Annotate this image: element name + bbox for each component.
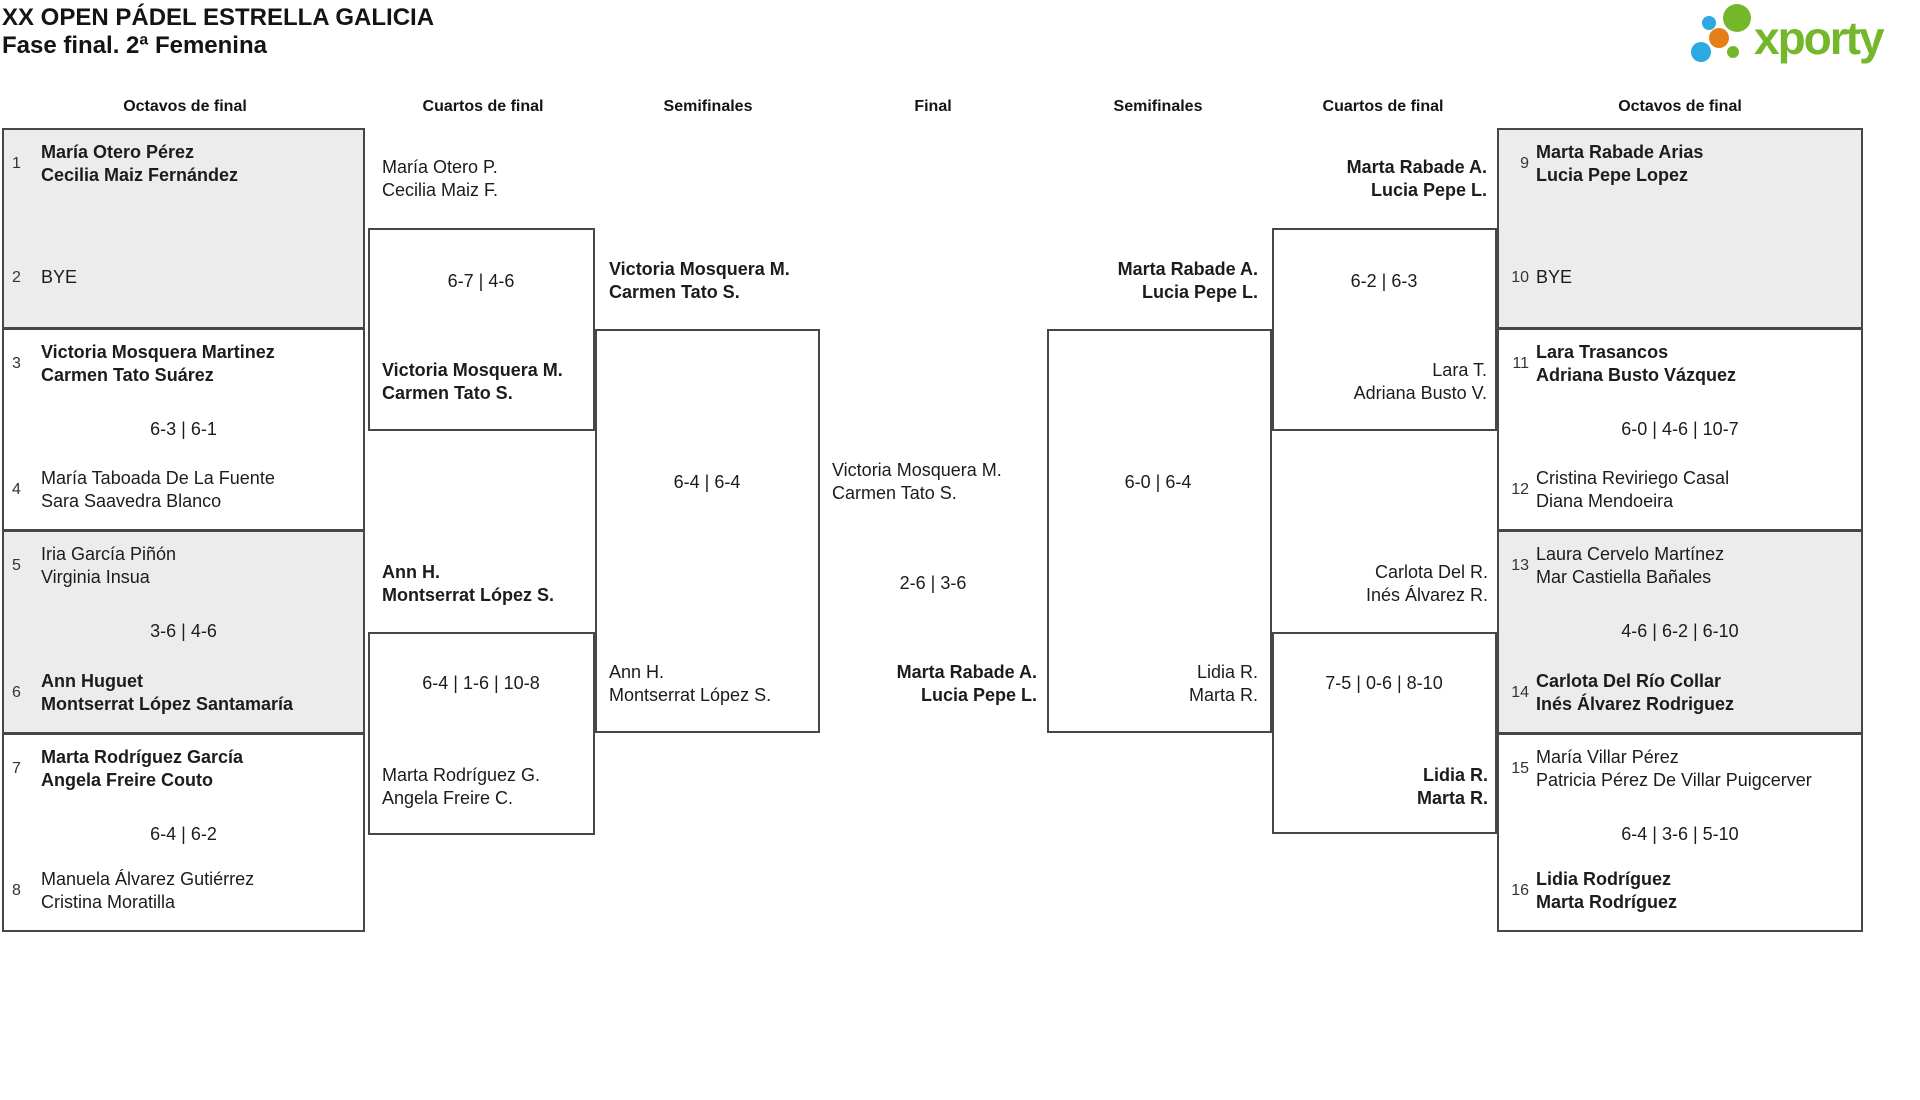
team-names bbox=[382, 764, 540, 810]
player-name: Lidia R. bbox=[1196, 662, 1258, 682]
bracket-entry bbox=[12, 266, 357, 289]
match-box-octavos-9-10 bbox=[1497, 128, 1863, 329]
bracket-entry bbox=[1507, 746, 1855, 792]
player-name: Marta Rabade A. bbox=[1346, 157, 1487, 177]
bracket-entry bbox=[12, 543, 357, 589]
player-name: Cristina Moratilla bbox=[41, 892, 176, 912]
page-title: XX OPEN PÁDEL ESTRELLA GALICIA bbox=[2, 4, 435, 31]
player-name: Carmen Tato S. bbox=[609, 282, 740, 302]
team-names bbox=[1536, 266, 1572, 289]
player-name: Marta Rodríguez bbox=[1536, 892, 1678, 912]
logo-dot-blue-small bbox=[1702, 16, 1716, 30]
bracket-entry bbox=[12, 868, 357, 914]
player-name: BYE bbox=[1536, 267, 1573, 287]
player-name: Lucia Pepe Lopez bbox=[1536, 165, 1689, 185]
team-names bbox=[382, 561, 554, 607]
match-score: 6-0 | 4-6 | 10-7 bbox=[1621, 419, 1739, 439]
seed-number: 13 bbox=[1511, 557, 1529, 574]
match-box-octavos-5-6 bbox=[2, 530, 365, 734]
seed-number: 7 bbox=[12, 760, 21, 777]
player-name: Cristina Reviriego Casal bbox=[1536, 468, 1730, 488]
bracket-entry bbox=[12, 141, 357, 187]
player-name: Virginia Insua bbox=[41, 567, 150, 587]
match-score: 6-0 | 6-4 bbox=[1124, 472, 1192, 492]
player-name: María Taboada De La Fuente bbox=[41, 468, 275, 488]
match-score: 6-4 | 3-6 | 5-10 bbox=[1621, 824, 1739, 844]
logo-dot-orange bbox=[1709, 28, 1729, 48]
player-name: BYE bbox=[41, 267, 78, 287]
logo-dot-green-big bbox=[1723, 4, 1751, 32]
seed-number: 11 bbox=[1512, 355, 1529, 372]
team-names bbox=[41, 543, 176, 589]
player-name: Lara T. bbox=[1432, 360, 1487, 380]
player-name: Marta R. bbox=[1416, 788, 1488, 808]
seed-number: 4 bbox=[12, 481, 21, 498]
player-name: Inés Álvarez Rodriguez bbox=[1536, 694, 1735, 714]
player-name: Carmen Tato S. bbox=[382, 383, 513, 403]
player-name: Marta R. bbox=[1188, 685, 1258, 705]
seed-number: 10 bbox=[1511, 268, 1529, 286]
player-name: María Otero P. bbox=[382, 157, 498, 177]
xporty-logo[interactable] bbox=[1686, 0, 1918, 64]
player-name: Carmen Tato S. bbox=[832, 483, 957, 503]
match-box-octavos-7-8 bbox=[2, 733, 365, 932]
player-name: Cecilia Maiz F. bbox=[382, 180, 499, 200]
player-name: Carmen Tato Suárez bbox=[41, 365, 214, 385]
team-names bbox=[1354, 359, 1487, 405]
player-name: Lara Trasancos bbox=[1536, 342, 1669, 362]
player-name: Victoria Mosquera M. bbox=[609, 259, 790, 279]
player-name: Montserrat López Santamaría bbox=[41, 694, 294, 714]
player-name: María Otero Pérez bbox=[41, 142, 195, 162]
team-names bbox=[41, 868, 254, 914]
seed-number: 16 bbox=[1511, 882, 1529, 899]
round-header-final: Final bbox=[914, 98, 952, 115]
logo-dot-green-small bbox=[1727, 46, 1739, 58]
round-header-semis-right: Semifinales bbox=[1113, 98, 1203, 115]
team-names bbox=[41, 266, 77, 289]
match-box-octavos-11-12 bbox=[1497, 328, 1863, 531]
team-names bbox=[1536, 746, 1812, 792]
seed-number: 9 bbox=[1520, 155, 1529, 172]
player-name: Adriana Busto V. bbox=[1353, 383, 1487, 403]
logo-text: xporty bbox=[1754, 12, 1883, 64]
seed-number: 5 bbox=[12, 557, 21, 574]
team-names bbox=[832, 459, 1002, 505]
player-name: Marta Rabade A. bbox=[1117, 259, 1258, 279]
seed-number: 6 bbox=[12, 684, 21, 701]
seed-number: 15 bbox=[1511, 760, 1529, 777]
player-name: Carlota Del Río Collar bbox=[1536, 671, 1722, 691]
match-score: 6-4 | 6-4 bbox=[673, 472, 741, 492]
player-name: Lidia Rodríguez bbox=[1536, 869, 1671, 889]
match-box-octavos-15-16 bbox=[1497, 733, 1863, 932]
player-name: Lidia R. bbox=[1422, 765, 1488, 785]
player-name: Ann H. bbox=[609, 662, 665, 682]
page-subtitle: Fase final. 2ª Femenina bbox=[2, 32, 267, 59]
seed-number: 8 bbox=[12, 882, 21, 899]
round-header-octavos-right: Octavos de final bbox=[1618, 98, 1742, 115]
player-name: Victoria Mosquera M. bbox=[832, 460, 1002, 480]
seed-number: 12 bbox=[1511, 481, 1529, 498]
seed-number: 14 bbox=[1511, 684, 1529, 701]
match-score: 3-6 | 4-6 bbox=[150, 621, 217, 641]
team-names bbox=[41, 467, 275, 513]
team-names bbox=[609, 661, 771, 707]
seed-number: 2 bbox=[12, 268, 21, 286]
player-name: María Villar Pérez bbox=[1536, 747, 1679, 767]
player-name: Ann H. bbox=[382, 562, 440, 582]
player-name: Montserrat López S. bbox=[609, 685, 772, 705]
round-header-octavos-left: Octavos de final bbox=[123, 98, 247, 115]
team-names bbox=[1536, 141, 1703, 187]
bracket-entry bbox=[12, 467, 357, 513]
team-names bbox=[1417, 764, 1488, 810]
player-name: Marta Rodríguez G. bbox=[382, 765, 541, 785]
team-names bbox=[609, 258, 790, 304]
team-names bbox=[1536, 868, 1677, 914]
player-name: Inés Álvarez R. bbox=[1365, 585, 1488, 605]
player-name: Carlota Del R. bbox=[1374, 562, 1488, 582]
team-names bbox=[1347, 156, 1487, 202]
player-name: Angela Freire Couto bbox=[41, 770, 214, 790]
player-name: Lucia Pepe L. bbox=[1370, 180, 1487, 200]
team-names bbox=[1536, 670, 1734, 716]
seed-number: 1 bbox=[12, 155, 21, 172]
team-names bbox=[1536, 543, 1724, 589]
team-names bbox=[1118, 258, 1258, 304]
team-names bbox=[1536, 467, 1729, 513]
player-name: Sara Saavedra Blanco bbox=[41, 491, 222, 511]
team-names-champion bbox=[897, 661, 1037, 707]
match-box-octavos-1-2 bbox=[2, 128, 365, 329]
round-header-cuartos-right: Cuartos de final bbox=[1322, 98, 1444, 115]
player-name: Marta Rabade A. bbox=[896, 662, 1037, 682]
player-name: Manuela Álvarez Gutiérrez bbox=[41, 869, 255, 889]
team-names bbox=[382, 359, 563, 405]
player-name: Ann Huguet bbox=[41, 671, 143, 691]
match-score: 4-6 | 6-2 | 6-10 bbox=[1621, 621, 1739, 641]
player-name: Laura Cervelo Martínez bbox=[1536, 544, 1725, 564]
player-name: Mar Castiella Bañales bbox=[1536, 567, 1712, 587]
player-name: Lucia Pepe L. bbox=[1141, 282, 1258, 302]
player-name: Montserrat López S. bbox=[382, 585, 555, 605]
bracket-entry bbox=[12, 341, 357, 387]
player-name: Diana Mendoeira bbox=[1536, 491, 1674, 511]
match-score: 7-5 | 0-6 | 8-10 bbox=[1325, 673, 1443, 693]
match-score: 6-7 | 4-6 bbox=[447, 271, 515, 291]
bracket-entry bbox=[1507, 266, 1855, 289]
player-name: Patricia Pérez De Villar Puigcerver bbox=[1536, 770, 1812, 790]
match-score: 6-4 | 1-6 | 10-8 bbox=[422, 673, 540, 693]
team-names bbox=[1189, 661, 1258, 707]
player-name: Adriana Busto Vázquez bbox=[1536, 365, 1737, 385]
bracket-entry bbox=[1507, 141, 1855, 187]
team-names bbox=[41, 746, 243, 792]
player-name: Victoria Mosquera Martinez bbox=[41, 342, 275, 362]
match-score: 6-4 | 6-2 bbox=[150, 824, 217, 844]
team-names bbox=[382, 156, 498, 202]
match-score: 2-6 | 3-6 bbox=[899, 573, 967, 593]
bracket-entry bbox=[1507, 543, 1855, 589]
team-names bbox=[1536, 341, 1736, 387]
player-name: Victoria Mosquera M. bbox=[382, 360, 563, 380]
player-name: Marta Rodríguez García bbox=[41, 747, 244, 767]
player-name: Angela Freire C. bbox=[382, 788, 514, 808]
team-names bbox=[41, 141, 238, 187]
team-names bbox=[41, 670, 293, 716]
bracket-entry bbox=[12, 670, 357, 716]
round-header-cuartos-left: Cuartos de final bbox=[422, 98, 544, 115]
bracket-entry bbox=[1507, 868, 1855, 914]
match-score: 6-2 | 6-3 bbox=[1350, 271, 1418, 291]
round-header-semis-left: Semifinales bbox=[663, 98, 753, 115]
player-name: Lucia Pepe L. bbox=[920, 685, 1037, 705]
player-name: Marta Rabade Arias bbox=[1536, 142, 1704, 162]
match-box-octavos-13-14 bbox=[1497, 530, 1863, 734]
match-box-octavos-3-4 bbox=[2, 328, 365, 531]
bracket-entry bbox=[1507, 341, 1855, 387]
bracket-entry bbox=[1507, 670, 1855, 716]
team-names bbox=[41, 341, 275, 387]
match-score: 6-3 | 6-1 bbox=[150, 419, 217, 439]
team-names bbox=[1366, 561, 1488, 607]
player-name: Iria García Piñón bbox=[41, 544, 177, 564]
logo-dot-blue-big bbox=[1691, 42, 1711, 62]
seed-number: 3 bbox=[12, 355, 21, 372]
bracket-entry bbox=[12, 746, 357, 792]
bracket-entry bbox=[1507, 467, 1855, 513]
player-name: Cecilia Maiz Fernández bbox=[41, 165, 239, 185]
